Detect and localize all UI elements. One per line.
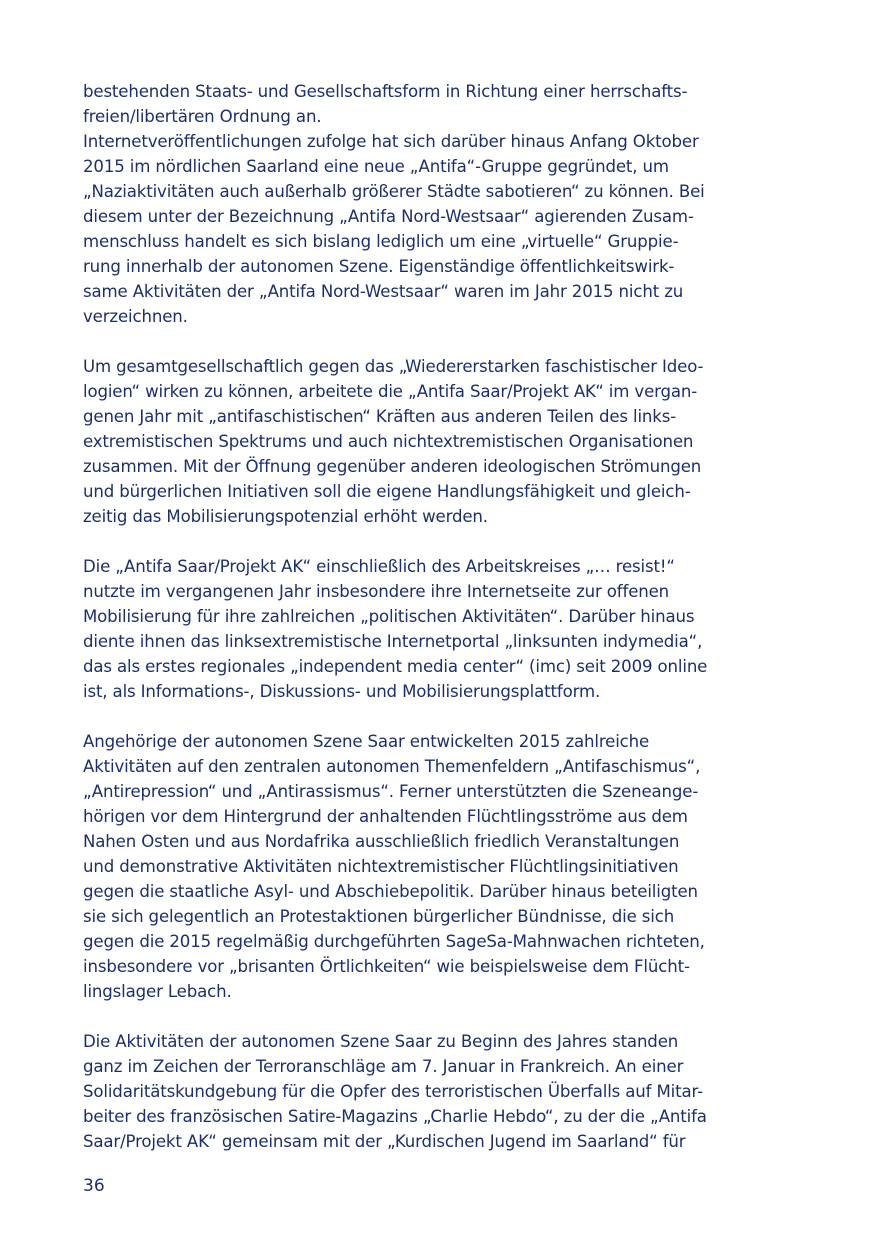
text-line: diente ihnen das linksextremistische Internetportal „linksunten indymedia“, <box>83 632 703 651</box>
text-line: Angehörige der autonomen Szene Saar entwickelten 2015 zahlreiche <box>83 732 650 751</box>
text-line: „Antirepression“ und „Antirassismus“. Ferner unterstützten die Szeneange- <box>83 782 699 801</box>
text-line: bestehenden Staats- und Gesellschaftsform in Richtung einer herrschafts- <box>83 82 688 101</box>
text-line: menschluss handelt es sich bislang lediglich um eine „virtuelle“ Gruppie- <box>83 232 679 251</box>
paragraph <box>83 79 803 129</box>
paragraph <box>83 554 803 704</box>
paragraph <box>83 129 803 329</box>
text-line: Um gesamtgesellschaftlich gegen das „Wiedererstarken faschistischer Ideo- <box>83 357 704 376</box>
text-line: Die Aktivitäten der autonomen Szene Saar zu Beginn des Jahres standen <box>83 1032 679 1051</box>
text-line: Mobilisierung für ihre zahlreichen „politischen Aktivitäten“. Darüber hinaus <box>83 607 695 626</box>
paragraph <box>83 354 803 529</box>
text-line: Nahen Osten und aus Nordafrika ausschließlich friedlich Veranstaltungen <box>83 832 680 851</box>
text-line: diesem unter der Bezeichnung „Antifa Nord-Westsaar“ agierenden Zusam- <box>83 207 694 226</box>
text-line: zusammen. Mit der Öffnung gegenüber anderen ideologischen Strömungen <box>83 457 702 476</box>
text-line: Solidaritätskundgebung für die Opfer des terroristischen Überfalls auf Mitar- <box>83 1082 703 1101</box>
text-line: Die „Antifa Saar/Projekt AK“ einschließlich des Arbeitskreises „… resist!“ <box>83 557 675 576</box>
text-line: same Aktivitäten der „Antifa Nord-Westsaar“ waren im Jahr 2015 nicht zu <box>83 282 684 301</box>
text-line: gegen die 2015 regelmäßig durchgeführten SageSa-Mahnwachen richteten, <box>83 932 705 951</box>
text-line: verzeichnen. <box>83 307 188 326</box>
text-line: lingslager Lebach. <box>83 982 232 1001</box>
text-line: nutzte im vergangenen Jahr insbesondere ihre Internetseite zur offenen <box>83 582 670 601</box>
text-line: freien/libertären Ordnung an. <box>83 107 322 126</box>
text-line: Saar/Projekt AK“ gemeinsam mit der „Kurdischen Jugend im Saarland“ für <box>83 1132 686 1151</box>
text-line: und demonstrative Aktivitäten nichtextremistischer Flüchtlingsinitiativen <box>83 857 679 876</box>
text-line: insbesondere vor „brisanten Örtlichkeiten“ wie beispielsweise dem Flücht- <box>83 957 690 976</box>
text-line: Internetveröffentlichungen zufolge hat sich darüber hinaus Anfang Oktober <box>83 132 699 151</box>
page-body <box>83 79 803 1154</box>
text-line: beiter des französischen Satire-Magazins „Charlie Hebdo“, zu der die „Antifa <box>83 1107 707 1126</box>
text-line: logien“ wirken zu können, arbeitete die „Antifa Saar/Projekt AK“ im vergan- <box>83 382 698 401</box>
paragraph <box>83 1029 803 1154</box>
text-line: gegen die staatliche Asyl- und Abschiebepolitik. Darüber hinaus beteiligten <box>83 882 698 901</box>
text-line: sie sich gelegentlich an Protestaktionen bürgerlicher Bündnisse, die sich <box>83 907 675 926</box>
page-number: 36 <box>83 1176 105 1196</box>
text-line: hörigen vor dem Hintergrund der anhaltenden Flüchtlingsströme aus dem <box>83 807 688 826</box>
text-line: ist, als Informations-, Diskussions- und Mobilisierungsplattform. <box>83 682 601 701</box>
text-line: zeitig das Mobilisierungspotenzial erhöht werden. <box>83 507 488 526</box>
text-line: „Naziaktivitäten auch außerhalb größerer Städte sabotieren“ zu können. Bei <box>83 182 705 201</box>
paragraph <box>83 729 803 1004</box>
text-line: genen Jahr mit „antifaschistischen“ Kräften aus anderen Teilen des links- <box>83 407 677 426</box>
text-line: rung innerhalb der autonomen Szene. Eigenständige öffentlichkeitswirk- <box>83 257 675 276</box>
text-line: das als erstes regionales „independent media center“ (imc) seit 2009 online <box>83 657 708 676</box>
text-line: extremistischen Spektrums und auch nichtextremistischen Organisationen <box>83 432 694 451</box>
text-line: Aktivitäten auf den zentralen autonomen Themenfeldern „Antifaschismus“, <box>83 757 701 776</box>
text-line: 2015 im nördlichen Saarland eine neue „Antifa“-Gruppe gegründet, um <box>83 157 669 176</box>
text-line: ganz im Zeichen der Terroranschläge am 7. Januar in Frankreich. An einer <box>83 1057 684 1076</box>
text-line: und bürgerlichen Initiativen soll die eigene Handlungsfähigkeit und gleich- <box>83 482 691 501</box>
